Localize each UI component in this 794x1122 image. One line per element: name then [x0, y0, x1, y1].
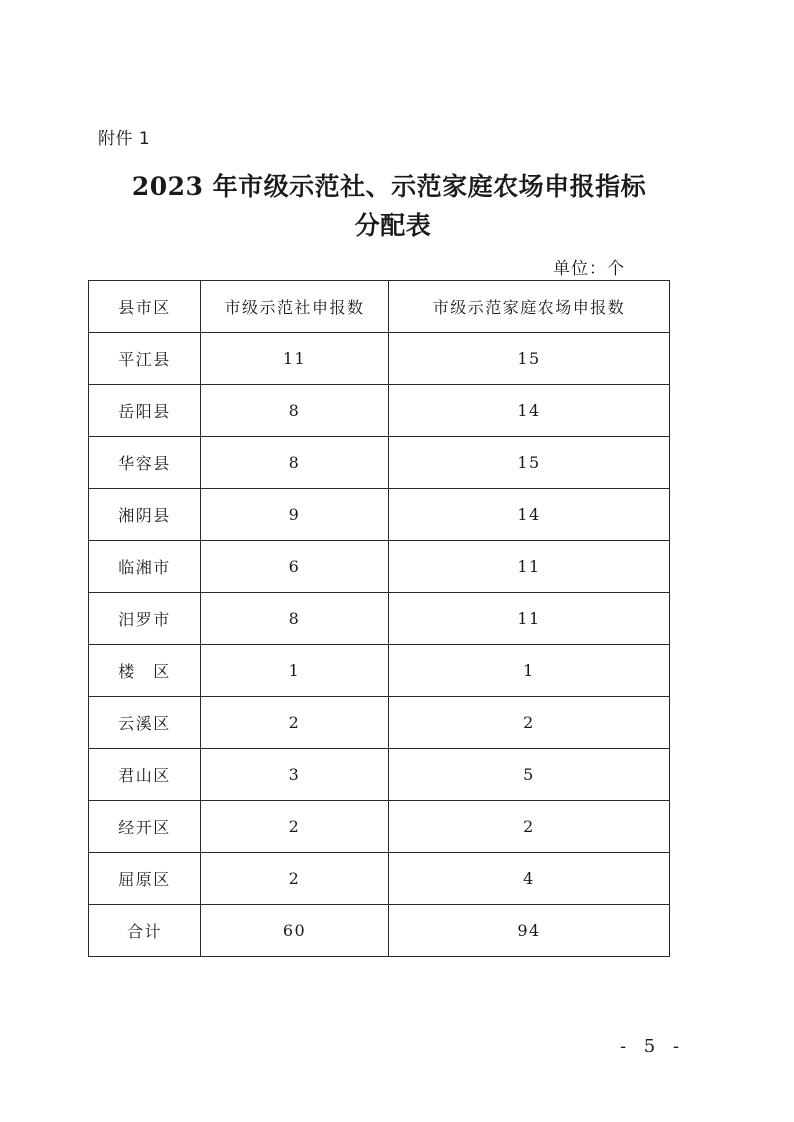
header-demo-family-farm-count: 市级示范家庭农场申报数 [389, 281, 670, 333]
cell-total-demo-coop-count: 60 [201, 905, 389, 957]
unit-label: 单位：个 [553, 259, 625, 279]
table-row [89, 801, 670, 853]
page-number: - 5 - [620, 1036, 686, 1057]
cell-demo-coop-count: 8 [201, 593, 389, 645]
table-row [89, 645, 670, 697]
cell-demo-coop-count: 9 [201, 489, 389, 541]
cell-demo-coop-count: 8 [201, 437, 389, 489]
cell-county: 云溪区 [89, 697, 201, 749]
table-row [89, 333, 670, 385]
cell-demo-family-farm-count: 4 [389, 853, 670, 905]
table-row [89, 541, 670, 593]
cell-county: 屈原区 [89, 853, 201, 905]
cell-demo-family-farm-count: 15 [389, 333, 670, 385]
document-title-line-1: 2023 年市级示范社、示范家庭农场申报指标 [131, 172, 647, 201]
cell-county: 汨罗市 [89, 593, 201, 645]
table-row [89, 437, 670, 489]
table-row [89, 749, 670, 801]
table-row [89, 489, 670, 541]
cell-county: 岳阳县 [89, 385, 201, 437]
cell-county: 楼 区 [89, 645, 201, 697]
cell-demo-family-farm-count: 11 [389, 593, 670, 645]
table-row [89, 697, 670, 749]
table-row [89, 593, 670, 645]
cell-county: 君山区 [89, 749, 201, 801]
table-header-row [89, 281, 670, 333]
allocation-table [88, 280, 670, 957]
cell-demo-family-farm-count: 15 [389, 437, 670, 489]
cell-demo-family-farm-count: 1 [389, 645, 670, 697]
cell-demo-coop-count: 8 [201, 385, 389, 437]
cell-demo-coop-count: 11 [201, 333, 389, 385]
cell-demo-family-farm-count: 14 [389, 385, 670, 437]
cell-demo-family-farm-count: 5 [389, 749, 670, 801]
cell-county: 湘阴县 [89, 489, 201, 541]
cell-county: 经开区 [89, 801, 201, 853]
cell-demo-family-farm-count: 14 [389, 489, 670, 541]
cell-county: 平江县 [89, 333, 201, 385]
cell-demo-family-farm-count: 11 [389, 541, 670, 593]
cell-county: 华容县 [89, 437, 201, 489]
attachment-label: 附件 1 [98, 129, 151, 149]
cell-demo-coop-count: 2 [201, 853, 389, 905]
cell-total-label: 合计 [89, 905, 201, 957]
cell-county: 临湘市 [89, 541, 201, 593]
header-county: 县市区 [89, 281, 201, 333]
cell-demo-coop-count: 2 [201, 697, 389, 749]
cell-total-demo-family-farm-count: 94 [389, 905, 670, 957]
document-title-line-2: 分配表 [354, 211, 432, 240]
cell-demo-coop-count: 3 [201, 749, 389, 801]
table-total-row [89, 905, 670, 957]
cell-demo-family-farm-count: 2 [389, 697, 670, 749]
table-row [89, 853, 670, 905]
cell-demo-coop-count: 1 [201, 645, 389, 697]
cell-demo-coop-count: 2 [201, 801, 389, 853]
cell-demo-coop-count: 6 [201, 541, 389, 593]
table-row [89, 385, 670, 437]
cell-demo-family-farm-count: 2 [389, 801, 670, 853]
header-demo-coop-count: 市级示范社申报数 [201, 281, 389, 333]
